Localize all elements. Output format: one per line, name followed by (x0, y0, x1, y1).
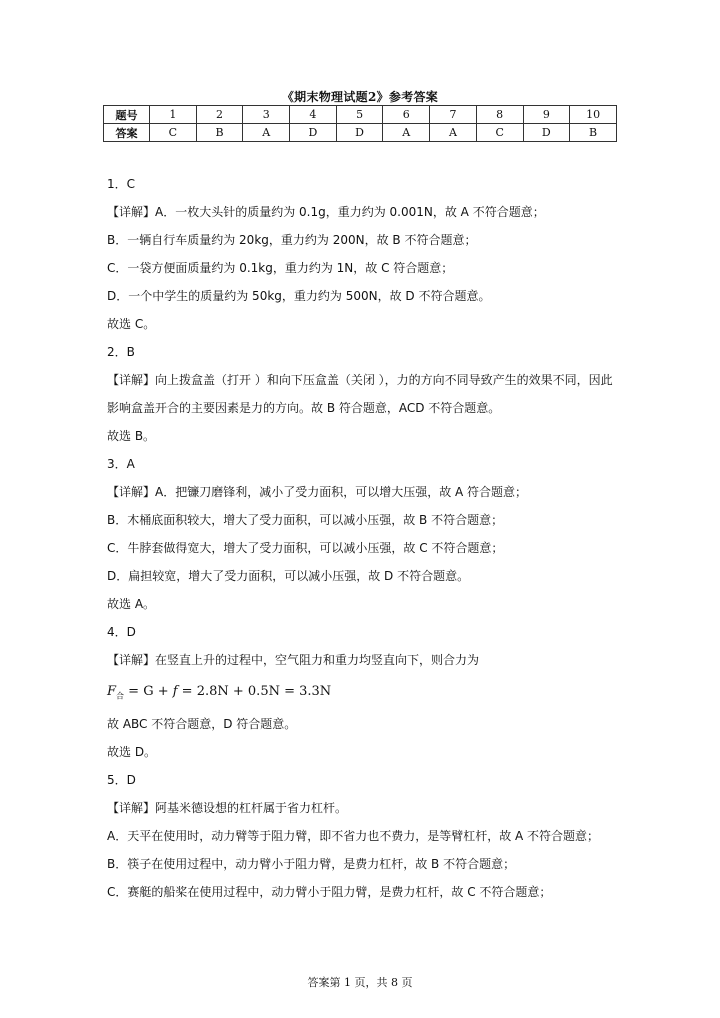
question-number-cell: 7 (430, 106, 477, 124)
solutions (107, 170, 622, 906)
answer-cell: B (196, 124, 243, 142)
question-3-answer: 3．A (107, 457, 135, 471)
question-number-cell: 4 (290, 106, 337, 124)
formula-result: = 2.8N + 0.5N = 3.3N (177, 684, 332, 699)
explanation-line: 故 ABC 不符合题意，D 符合题意。 (107, 717, 297, 731)
explanation-line: B．一辆自行车质量约为 20kg，重力约为 200N，故 B 不符合题意； (107, 233, 477, 247)
answer-cell: B (570, 124, 617, 142)
answer-cell: C (476, 124, 523, 142)
table-row-numbers (104, 106, 617, 124)
explanation-line: A．天平在使用时，动力臂等于阻力臂，即不省力也不费力，是等臂杠杆，故 A 不符合题意； (107, 829, 600, 843)
explanation-line: 【详解】A．一枚大头针的质量约为 0.1g，重力约为 0.001N，故 A 不符合题意； (107, 205, 545, 219)
question-1-answer: 1．C (107, 177, 136, 191)
explanation-line: D．扁担较宽，增大了受力面积，可以减小压强，故 D 不符合题意。 (107, 569, 470, 583)
question-number-cell: 6 (383, 106, 430, 124)
table-row-answers (104, 124, 617, 142)
question-number-cell: 5 (336, 106, 383, 124)
answer-cell: C (150, 124, 197, 142)
answer-cell: D (290, 124, 337, 142)
conclusion-line: 故选 B。 (107, 429, 156, 443)
formula-force-symbol: F (107, 684, 117, 699)
row-label-question-number: 题号 (104, 106, 150, 124)
question-2-answer: 2．B (107, 345, 135, 359)
explanation-line: C．一袋方便面质量约为 0.1kg，重力约为 1N，故 C 符合题意； (107, 261, 454, 275)
question-4-answer: 4．D (107, 625, 136, 639)
explanation-line: C．牛脖套做得宽大，增大了受力面积，可以减小压强，故 C 不符合题意； (107, 541, 504, 555)
explanation-paragraph: 【详解】向上拨盒盖（打开 ）和向下压盒盖（关闭 ），力的方向不同导致产生的效果不同，因此影响盒盖开合的主要因素是力的方向。故 B 符合题意，ACD 不符合题意。 (107, 373, 613, 415)
answer-table (103, 105, 617, 142)
question-number-cell: 9 (523, 106, 570, 124)
formula-subscript: 合 (116, 691, 125, 701)
conclusion-line: 故选 A。 (107, 597, 156, 611)
question-5-answer: 5．D (107, 773, 136, 787)
explanation-line: 【详解】A．把镰刀磨锋利，减小了受力面积，可以增大压强，故 A 符合题意； (107, 485, 528, 499)
row-label-answer: 答案 (104, 124, 150, 142)
answer-cell: A (383, 124, 430, 142)
explanation-line: 【详解】在竖直上升的过程中，空气阻力和重力均竖直向下，则合力为 (107, 653, 480, 667)
question-number-cell: 10 (570, 106, 617, 124)
page-footer: 答案第 1 页，共 8 页 (307, 976, 413, 989)
explanation-line: D．一个中学生的质量约为 50kg，重力约为 500N，故 D 不符合题意。 (107, 289, 491, 303)
conclusion-line: 故选 C。 (107, 317, 156, 331)
question-number-cell: 8 (476, 106, 523, 124)
page-title: 《期末物理试题2》参考答案 (281, 90, 439, 104)
formula-middle: = G + (124, 684, 173, 699)
answer-cell: D (336, 124, 383, 142)
formula-friction-symbol: f (172, 684, 178, 699)
question-number-cell: 1 (150, 106, 197, 124)
explanation-line: 【详解】阿基米德设想的杠杆属于省力杠杆。 (107, 801, 348, 815)
resultant-force-formula (107, 674, 622, 710)
explanation-line: B．木桶底面积较大，增大了受力面积，可以减小压强，故 B 不符合题意； (107, 513, 504, 527)
question-number-cell: 2 (196, 106, 243, 124)
answer-cell: A (243, 124, 290, 142)
answer-cell: A (430, 124, 477, 142)
question-number-cell: 3 (243, 106, 290, 124)
answer-cell: D (523, 124, 570, 142)
explanation-line: B．筷子在使用过程中，动力臂小于阻力臂，是费力杠杆，故 B 不符合题意； (107, 857, 516, 871)
conclusion-line: 故选 D。 (107, 745, 157, 759)
explanation-line: C．赛艇的船桨在使用过程中，动力臂小于阻力臂，是费力杠杆，故 C 不符合题意； (107, 885, 552, 899)
